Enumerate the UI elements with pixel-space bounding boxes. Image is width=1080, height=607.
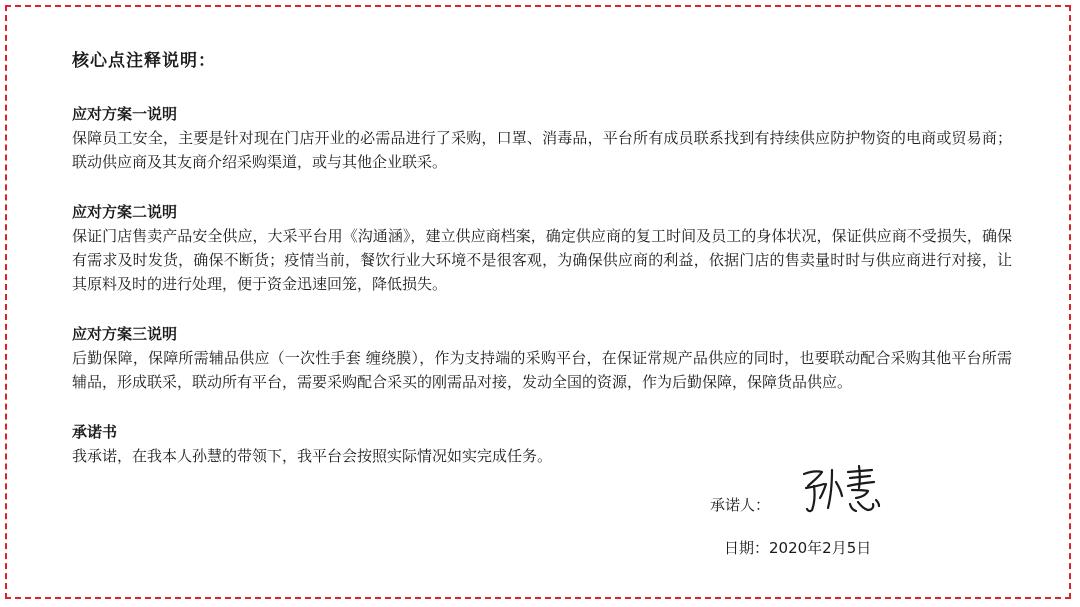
plan-two-section bbox=[72, 200, 1012, 296]
plan-one-heading: 应对方案一说明 bbox=[72, 105, 178, 123]
plan-two-heading: 应对方案二说明 bbox=[72, 203, 178, 221]
plan-two-body: 保证门店售卖产品安全供应，大采平台用《沟通涵》，建立供应商档案，确定供应商的复工时间及员工的身体状况，保证供应商不受损失，确保有需求及时发货，确保不断货；疫情当前，餐饮行业大环境不是很客观，为确保供应商的利益，依据门店的售卖量时时与供应商进行对接，让其原料及时的进行处理，便于资金迅速回笼，降低损失。 bbox=[72, 227, 1012, 293]
handwritten-signature bbox=[798, 460, 884, 520]
document-title: 核心点注释说明： bbox=[72, 51, 216, 71]
commitment-body: 我承诺，在我本人孙慧的带领下，我平台会按照实际情况如实完成任务。 bbox=[72, 447, 553, 465]
signer-label: 承诺人： bbox=[710, 496, 771, 514]
document-content bbox=[72, 48, 1012, 468]
plan-three-heading: 应对方案三说明 bbox=[72, 325, 178, 343]
plan-one-body: 保障员工安全，主要是针对现在门店开业的必需品进行了采购，口罩、消毒品，平台所有成员联系找到有持续供应防护物资的电商或贸易商； 联动供应商及其友商介绍采购渠道，或与其他企业联采。 bbox=[72, 129, 1012, 171]
plan-three-section bbox=[72, 322, 1012, 394]
signature-date: 日期：2020年2月5日 bbox=[724, 539, 872, 557]
plan-three-body: 后勤保障，保障所需辅品供应（一次性手套 缠绕膜），作为支持端的采购平台，在保证常规产品供应的同时，也要联动配合采购其他平台所需辅品，形成联采，联动所有平台，需要采购配合采买的刚需品对接，发动全国的资源，作为后勤保障，保障货品供应。 bbox=[72, 349, 1012, 391]
commitment-heading: 承诺书 bbox=[72, 423, 118, 441]
plan-one-section bbox=[72, 102, 1012, 174]
